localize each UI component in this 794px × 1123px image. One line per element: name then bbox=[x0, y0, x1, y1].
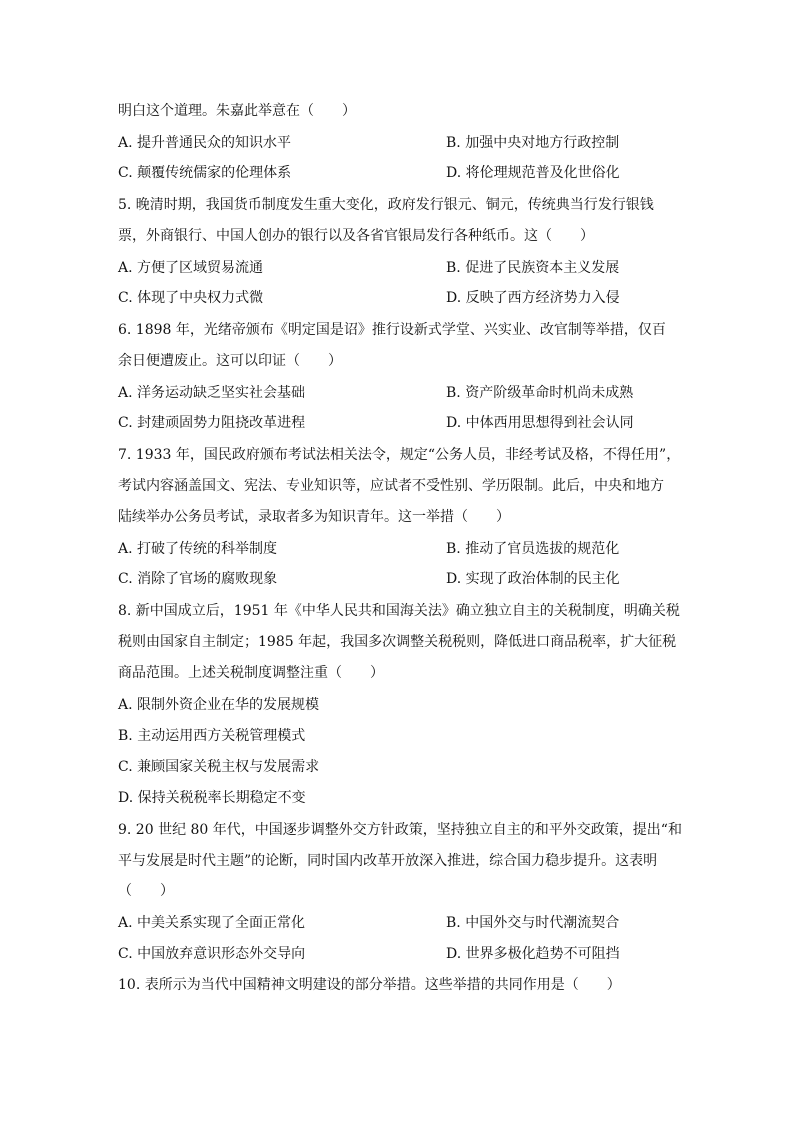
question-8-option-c[interactable]: C. 兼顾国家关税主权与发展需求 bbox=[118, 759, 320, 775]
question-9-option-c[interactable]: C. 中国放弃意识形态外交导向 bbox=[118, 946, 306, 962]
question-9-option-d[interactable]: D. 世界多极化趋势不可阻挡 bbox=[446, 946, 620, 962]
question-10-stem-line-1: 10. 表所示为当代中国精神文明建设的部分举措。这些举措的共同作用是（ ） bbox=[118, 977, 621, 993]
question-6-stem-line-1: 6. 1898 年，光绪帝颁布《明定国是诏》推行设新式学堂、兴实业、改官制等举措，仅百 bbox=[118, 322, 666, 338]
question-4-option-c[interactable]: C. 颠覆传统儒家的伦理体系 bbox=[118, 165, 292, 181]
question-8-stem-line-3: 商品范围。上述关税制度调整注重（ ） bbox=[118, 665, 384, 681]
question-4-option-d[interactable]: D. 将伦理规范普及化世俗化 bbox=[446, 165, 620, 181]
question-9-option-a[interactable]: A. 中美关系实现了全面正常化 bbox=[118, 915, 306, 931]
question-4-tail: 明白这个道理。朱嘉此举意在（ ） bbox=[118, 103, 356, 119]
question-7-option-b[interactable]: B. 推动了官员选拔的规范化 bbox=[446, 541, 620, 557]
question-4-option-b[interactable]: B. 加强中央对地方行政控制 bbox=[446, 135, 620, 151]
question-5-option-c[interactable]: C. 体现了中央权力式微 bbox=[118, 290, 264, 306]
question-5-stem-line-1: 5. 晚清时期，我国货币制度发生重大变化，政府发行银元、铜元，传统典当行发行银钱 bbox=[118, 197, 654, 213]
question-7-option-d[interactable]: D. 实现了政治体制的民主化 bbox=[446, 571, 620, 587]
question-9-option-b[interactable]: B. 中国外交与时代潮流契合 bbox=[446, 915, 620, 931]
question-6-option-d[interactable]: D. 中体西用思想得到社会认同 bbox=[446, 415, 634, 431]
question-6-option-a[interactable]: A. 洋务运动缺乏坚实社会基础 bbox=[118, 385, 306, 401]
question-4-option-a[interactable]: A. 提升普通民众的知识水平 bbox=[118, 135, 292, 151]
question-9-stem-line-1: 9. 20 世纪 80 年代，中国逐步调整外交方针政策，坚持独立自主的和平外交政策，提出“和 bbox=[118, 822, 682, 838]
question-5-option-b[interactable]: B. 促进了民族资本主义发展 bbox=[446, 260, 620, 276]
question-6-option-c[interactable]: C. 封建顽固势力阻挠改革进程 bbox=[118, 415, 306, 431]
question-9-stem-line-3: （ ） bbox=[118, 883, 174, 899]
question-5-option-d[interactable]: D. 反映了西方经济势力入侵 bbox=[446, 290, 620, 306]
question-8-stem-line-1: 8. 新中国成立后，1951 年《中华人民共和国海关法》确立独立自主的关税制度，明确关税 bbox=[118, 603, 680, 619]
question-8-option-d[interactable]: D. 保持关税税率长期稳定不变 bbox=[118, 790, 306, 806]
question-5-option-a[interactable]: A. 方便了区域贸易流通 bbox=[118, 260, 264, 276]
question-7-stem-line-3: 陆续举办公务员考试，录取者多为知识青年。这一举措（ ） bbox=[118, 509, 510, 525]
question-9-stem-line-2: 平与发展是时代主题”的论断，同时国内改革开放深入推进，综合国力稳步提升。这表明 bbox=[118, 853, 658, 869]
question-7-stem-line-1: 7. 1933 年，国民政府颁布考试法相关法令，规定“公务人员，非经考试及格，不得任用”， bbox=[118, 447, 681, 463]
question-8-option-b[interactable]: B. 主动运用西方关税管理模式 bbox=[118, 728, 306, 744]
question-7-stem-line-2: 考试内容涵盖国文、宪法、专业知识等，应试者不受性别、学历限制。此后，中央和地方 bbox=[118, 478, 664, 494]
question-5-stem-line-2: 票，外商银行、中国人创办的银行以及各省官银局发行各种纸币。这（ ） bbox=[118, 228, 594, 244]
question-6-option-b[interactable]: B. 资产阶级革命时机尚未成熟 bbox=[446, 385, 634, 401]
question-8-option-a[interactable]: A. 限制外资企业在华的发展规模 bbox=[118, 697, 320, 713]
question-6-stem-line-2: 余日便遭废止。这可以印证（ ） bbox=[118, 353, 342, 369]
question-7-option-a[interactable]: A. 打破了传统的科举制度 bbox=[118, 541, 278, 557]
question-7-option-c[interactable]: C. 消除了官场的腐败现象 bbox=[118, 571, 278, 587]
question-8-stem-line-2: 税则由国家自主制定；1985 年起，我国多次调整关税税则，降低进口商品税率，扩大征税 bbox=[118, 634, 677, 650]
